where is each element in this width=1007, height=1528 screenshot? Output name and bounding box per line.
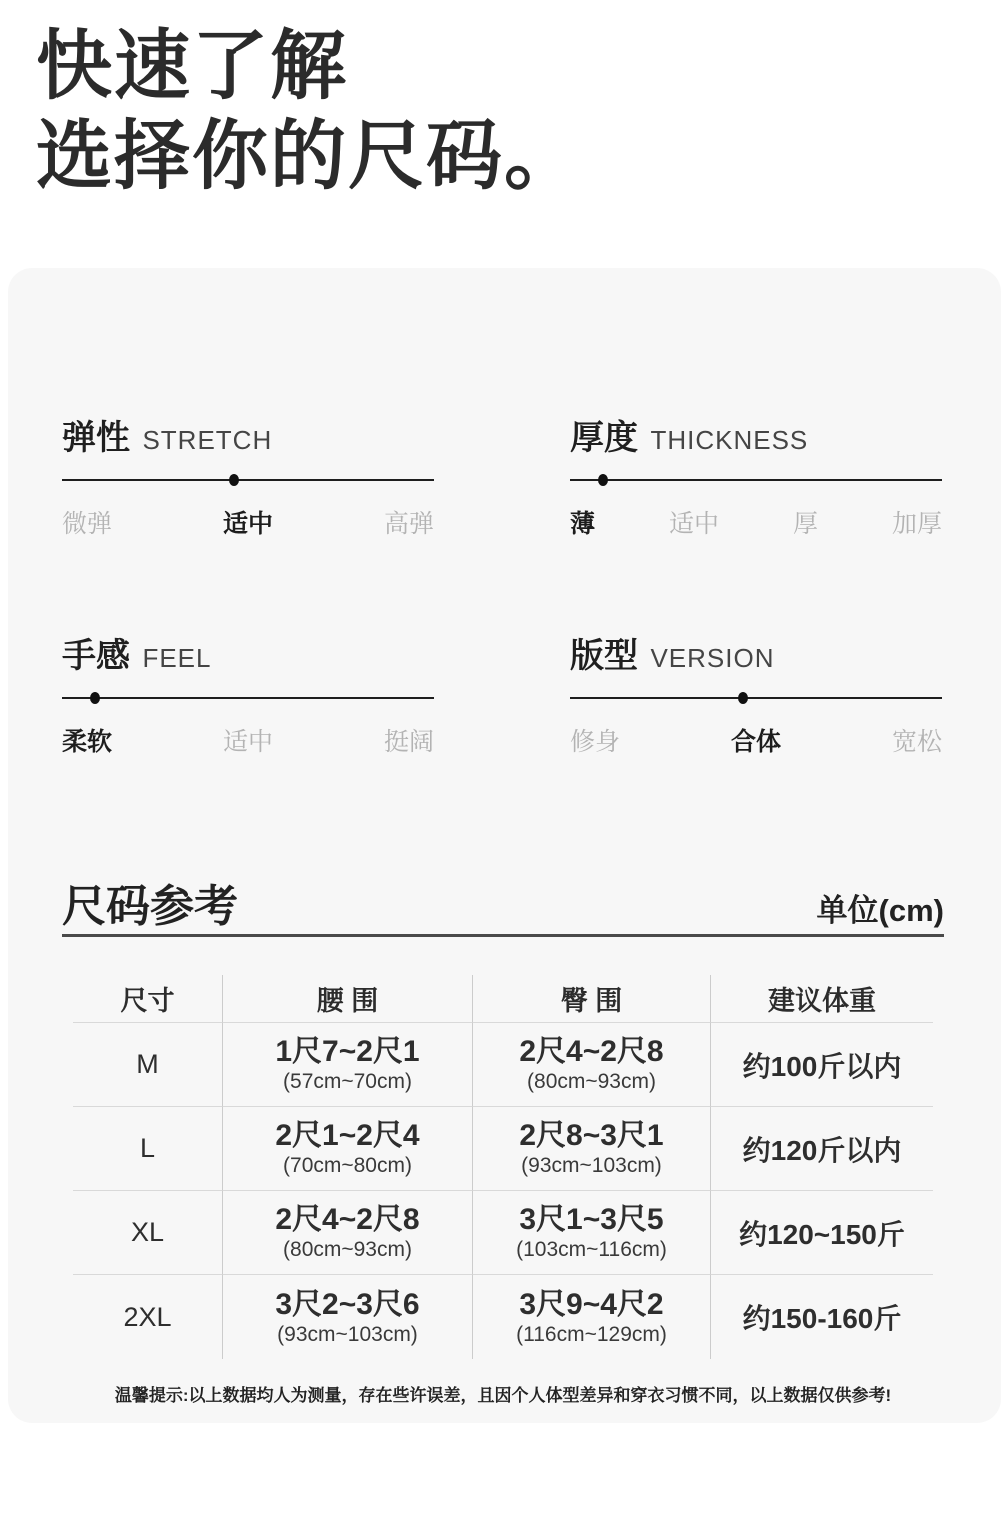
row-m-hip-chi: 2尺4~2尺8: [519, 1035, 664, 1068]
thickness-options: [570, 508, 942, 540]
thickness-title: [570, 418, 942, 458]
row-m-hip-cm: (80cm~93cm): [527, 1070, 656, 1093]
row-m-waist-cm: (57cm~70cm): [283, 1070, 412, 1093]
feel-title-en: FEEL: [142, 643, 212, 673]
row-l-size: L: [73, 1107, 223, 1191]
row-xl-waist-chi: 2尺4~2尺8: [275, 1203, 420, 1236]
row-xl-hip-chi: 3尺1~3尺5: [519, 1203, 664, 1236]
stretch-option-weak: 微弹: [62, 510, 113, 538]
version-title-zh: 版型: [570, 637, 638, 675]
size-table: [73, 975, 933, 1359]
stretch-slider: [62, 474, 434, 486]
version-title-en: VERSION: [650, 643, 775, 673]
thickness-slider: [570, 474, 942, 486]
size-reference-unit: 单位(cm): [816, 893, 944, 928]
row-m-size: M: [73, 1023, 223, 1107]
version-options: [570, 726, 942, 758]
stretch-option-medium: 适中: [222, 510, 273, 538]
stretch-option-high: 高弹: [383, 510, 434, 538]
row-xl-waist-cm: (80cm~93cm): [283, 1238, 412, 1261]
section-feel: [62, 636, 434, 758]
row-2xl-waist: [223, 1275, 473, 1359]
row-l-hip-cm: (93cm~103cm): [521, 1154, 662, 1177]
row-2xl-hip: [473, 1275, 711, 1359]
feel-slider-dot: [90, 692, 100, 704]
row-xl-hip-cm: (103cm~116cm): [516, 1238, 667, 1261]
thickness-option-thick: 厚: [792, 510, 818, 538]
col-header-waist: 腰 围: [223, 975, 473, 1023]
row-l-hip-chi: 2尺8~3尺1: [519, 1119, 664, 1152]
version-option-slim: 修身: [570, 728, 621, 756]
feel-option-medium: 适中: [222, 728, 273, 756]
page-title-line1: 快速了解: [36, 24, 348, 109]
feel-slider-track: [62, 697, 434, 699]
row-l-hip: [473, 1107, 711, 1191]
row-l-waist-chi: 2尺1~2尺4: [275, 1119, 420, 1152]
size-reference-header: [62, 870, 944, 931]
thickness-title-en: THICKNESS: [650, 425, 809, 455]
version-option-loose: 宽松: [891, 728, 942, 756]
stretch-title: [62, 418, 434, 458]
disclaimer-note: 温馨提示:以上数据均人为测量，存在些许误差，且因个人体型差异和穿衣习惯不同，以上数据仅供参考!: [114, 1386, 892, 1405]
size-reference-section: [62, 870, 944, 1407]
feel-slider: [62, 692, 434, 704]
row-xl-hip: [473, 1191, 711, 1275]
row-xl-size: XL: [73, 1191, 223, 1275]
page-title-line2: 选择你的尺码。: [36, 114, 582, 199]
row-m-waist: [223, 1023, 473, 1107]
row-l-waist-cm: (70cm~80cm): [283, 1154, 412, 1177]
size-info-card: [8, 268, 1001, 1423]
row-m-hip: [473, 1023, 711, 1107]
thickness-title-zh: 厚度: [570, 419, 638, 457]
feel-option-soft: 柔软: [62, 728, 113, 756]
row-xl-waist: [223, 1191, 473, 1275]
row-2xl-hip-cm: (116cm~129cm): [516, 1322, 667, 1346]
row-xl-weight: 约120~150斤: [711, 1191, 933, 1275]
version-option-regular: 合体: [730, 728, 781, 756]
stretch-slider-track: [62, 479, 434, 481]
thickness-option-extra-thick: 加厚: [891, 510, 942, 538]
section-thickness: [570, 418, 942, 540]
feel-options: [62, 726, 434, 758]
section-stretch: [62, 418, 434, 540]
version-slider-dot: [738, 692, 748, 704]
col-header-size: 尺寸: [73, 975, 223, 1023]
version-slider: [570, 692, 942, 704]
row-2xl-hip-chi: 3尺9~4尺2: [519, 1287, 664, 1321]
row-m-weight: 约100斤以内: [711, 1023, 933, 1107]
row-l-waist: [223, 1107, 473, 1191]
feel-option-crisp: 挺阔: [383, 728, 434, 756]
row-2xl-weight: 约150-160斤: [742, 1303, 902, 1334]
thickness-option-medium: 适中: [668, 510, 719, 538]
thickness-slider-dot: [598, 474, 608, 486]
page-title: [36, 22, 1007, 202]
col-header-weight: 建议体重: [711, 975, 933, 1023]
stretch-slider-dot: [229, 474, 239, 486]
feel-title: [62, 636, 434, 676]
thickness-option-thin: 薄: [570, 510, 596, 538]
attribute-grid: [62, 418, 944, 758]
row-2xl-waist-cm: (93cm~103cm): [277, 1322, 418, 1346]
version-slider-track: [570, 697, 942, 699]
stretch-title-zh: 弹性: [62, 419, 130, 457]
version-title: [570, 636, 942, 676]
row-m-waist-chi: 1尺7~2尺1: [275, 1035, 420, 1068]
row-2xl-waist-chi: 3尺2~3尺6: [275, 1287, 420, 1321]
row-2xl-size: 2XL: [73, 1275, 223, 1359]
row-l-weight: 约120斤以内: [711, 1107, 933, 1191]
stretch-options: [62, 508, 434, 540]
thickness-slider-track: [570, 479, 942, 481]
size-reference-title: 尺码参考: [62, 882, 238, 931]
size-reference-divider: [62, 934, 944, 937]
feel-title-zh: 手感: [62, 637, 130, 675]
col-header-hip: 臀 围: [473, 975, 711, 1023]
stretch-title-en: STRETCH: [142, 425, 273, 455]
section-version: [570, 636, 942, 758]
